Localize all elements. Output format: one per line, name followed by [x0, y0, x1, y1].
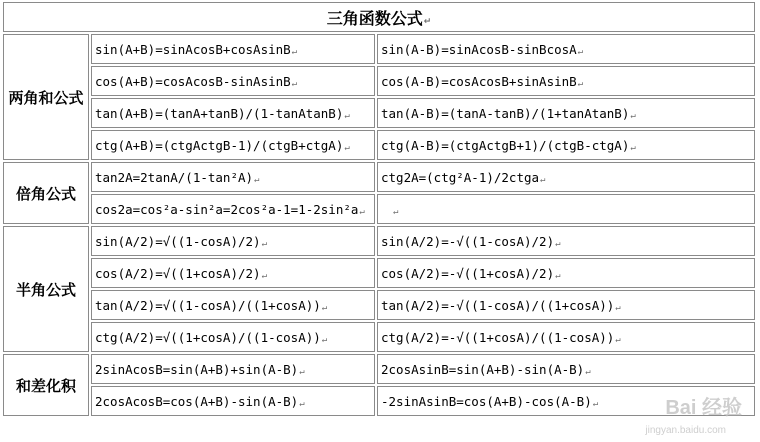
category-label: 两角和公式	[3, 34, 89, 160]
formula-cell	[91, 194, 375, 224]
formula-text: sin(A/2)=√((1-cosA)/2)	[95, 233, 261, 249]
formula-cell	[377, 130, 755, 160]
formula-text: tan(A/2)=√((1-cosA)/((1+cosA))	[95, 297, 321, 313]
formula-text: ctg(A-B)=(ctgActgB+1)/(ctgB-ctgA)	[381, 137, 630, 153]
paragraph-mark: ↵	[577, 46, 584, 57]
paragraph-mark: ↵	[615, 334, 621, 345]
formula-row	[3, 322, 755, 352]
formula-cell	[377, 354, 755, 384]
formula-row	[3, 98, 755, 128]
paragraph-mark: ↵	[592, 398, 599, 409]
category-label: 和差化积	[3, 354, 89, 416]
formula-text: 2cosAcosB=cos(A+B)-sin(A-B)	[95, 393, 299, 409]
table-title: 三角函数公式	[326, 10, 423, 28]
paragraph-mark: ↵	[540, 174, 546, 185]
formula-text: tan(A/2)=-√((1-cosA)/((1+cosA))	[381, 297, 615, 313]
paragraph-mark: ↵	[585, 366, 591, 377]
paragraph-mark: ↵	[615, 302, 621, 313]
formula-text: 2sinAcosB=sin(A+B)+sin(A-B)	[95, 361, 299, 377]
formula-cell	[377, 194, 755, 224]
formula-text: tan2A=2tanA/(1-tan²A)	[95, 169, 254, 185]
formula-cell	[377, 290, 755, 320]
paragraph-mark: ↵	[291, 46, 298, 57]
formula-cell	[377, 226, 755, 256]
formula-row	[3, 66, 755, 96]
watermark-url: jingyan.baidu.com	[645, 425, 726, 436]
formula-cell	[377, 322, 755, 352]
formula-cell	[377, 258, 755, 288]
formula-row	[3, 226, 755, 256]
formula-cell	[91, 322, 375, 352]
formula-text: cos2a=cos²a-sin²a=2cos²a-1=1-2sin²a	[95, 201, 359, 217]
formula-cell	[91, 290, 375, 320]
formula-cell	[377, 66, 755, 96]
formula-row	[3, 386, 755, 416]
formula-cell	[91, 66, 375, 96]
formula-cell	[91, 98, 375, 128]
formula-cell	[91, 226, 375, 256]
formula-cell	[91, 354, 375, 384]
paragraph-mark: ↵	[254, 174, 260, 185]
formula-cell	[91, 130, 375, 160]
formula-cell	[91, 386, 375, 416]
paragraph-mark: ↵	[423, 15, 432, 26]
title-row	[3, 2, 755, 32]
formula-table-body	[3, 2, 755, 416]
paragraph-mark: ↵	[555, 238, 561, 249]
formula-row	[3, 130, 755, 160]
formula-text: ctg(A/2)=-√((1+cosA)/((1-cosA))	[381, 329, 615, 345]
formula-cell	[91, 258, 375, 288]
formula-text: ctg2A=(ctg²A-1)/2ctga	[381, 169, 540, 185]
paragraph-mark: ↵	[630, 110, 636, 121]
watermark-logo: Bai 经验	[665, 397, 742, 419]
formula-cell	[91, 34, 375, 64]
formula-text: sin(A/2)=-√((1-cosA)/2)	[381, 233, 555, 249]
paragraph-mark: ↵	[555, 270, 561, 281]
formula-text: ctg(A+B)=(ctgActgB-1)/(ctgB+ctgA)	[95, 137, 344, 153]
category-label: 半角公式	[3, 226, 89, 352]
formula-row	[3, 162, 755, 192]
formula-row	[3, 34, 755, 64]
formula-row	[3, 194, 755, 224]
formula-cell	[377, 162, 755, 192]
paragraph-mark: ↵	[291, 78, 298, 89]
paragraph-mark: ↵	[299, 366, 305, 377]
formula-text: -2sinAsinB=cos(A+B)-cos(A-B)	[381, 393, 592, 409]
formula-text: sin(A-B)=sinAcosB-sinBcosA	[381, 41, 577, 57]
paragraph-mark: ↵	[299, 398, 305, 409]
formula-row	[3, 258, 755, 288]
formula-row	[3, 354, 755, 384]
formula-row	[3, 290, 755, 320]
formula-text: tan(A-B)=(tanA-tanB)/(1+tanAtanB)	[381, 105, 630, 121]
paragraph-mark: ↵	[630, 142, 636, 153]
formula-text: cos(A/2)=-√((1+cosA)/2)	[381, 265, 555, 281]
paragraph-mark: ↵	[359, 206, 365, 217]
formula-text: sin(A+B)=sinAcosB+cosAsinB	[95, 41, 291, 57]
formula-text: ctg(A/2)=√((1+cosA)/((1-cosA))	[95, 329, 321, 345]
formula-cell	[91, 162, 375, 192]
formula-text: cos(A/2)=√((1+cosA)/2)	[95, 265, 261, 281]
paragraph-mark: ↵	[261, 238, 267, 249]
paragraph-mark: ↵	[577, 78, 584, 89]
paragraph-mark: ↵	[321, 334, 328, 345]
table-title-cell	[3, 2, 755, 32]
category-label: 倍角公式	[3, 162, 89, 224]
paragraph-mark: ↵	[393, 206, 399, 217]
paragraph-mark: ↵	[321, 302, 328, 313]
formula-text: tan(A+B)=(tanA+tanB)/(1-tanAtanB)	[95, 105, 344, 121]
formula-cell	[377, 34, 755, 64]
paragraph-mark: ↵	[261, 270, 267, 281]
paragraph-mark: ↵	[344, 142, 350, 153]
paragraph-mark: ↵	[344, 110, 350, 121]
formula-table	[1, 0, 757, 418]
formula-cell	[377, 98, 755, 128]
formula-text: cos(A+B)=cosAcosB-sinAsinB	[95, 73, 291, 89]
formula-text: cos(A-B)=cosAcosB+sinAsinB	[381, 73, 577, 89]
formula-text: 2cosAsinB=sin(A+B)-sin(A-B)	[381, 361, 585, 377]
